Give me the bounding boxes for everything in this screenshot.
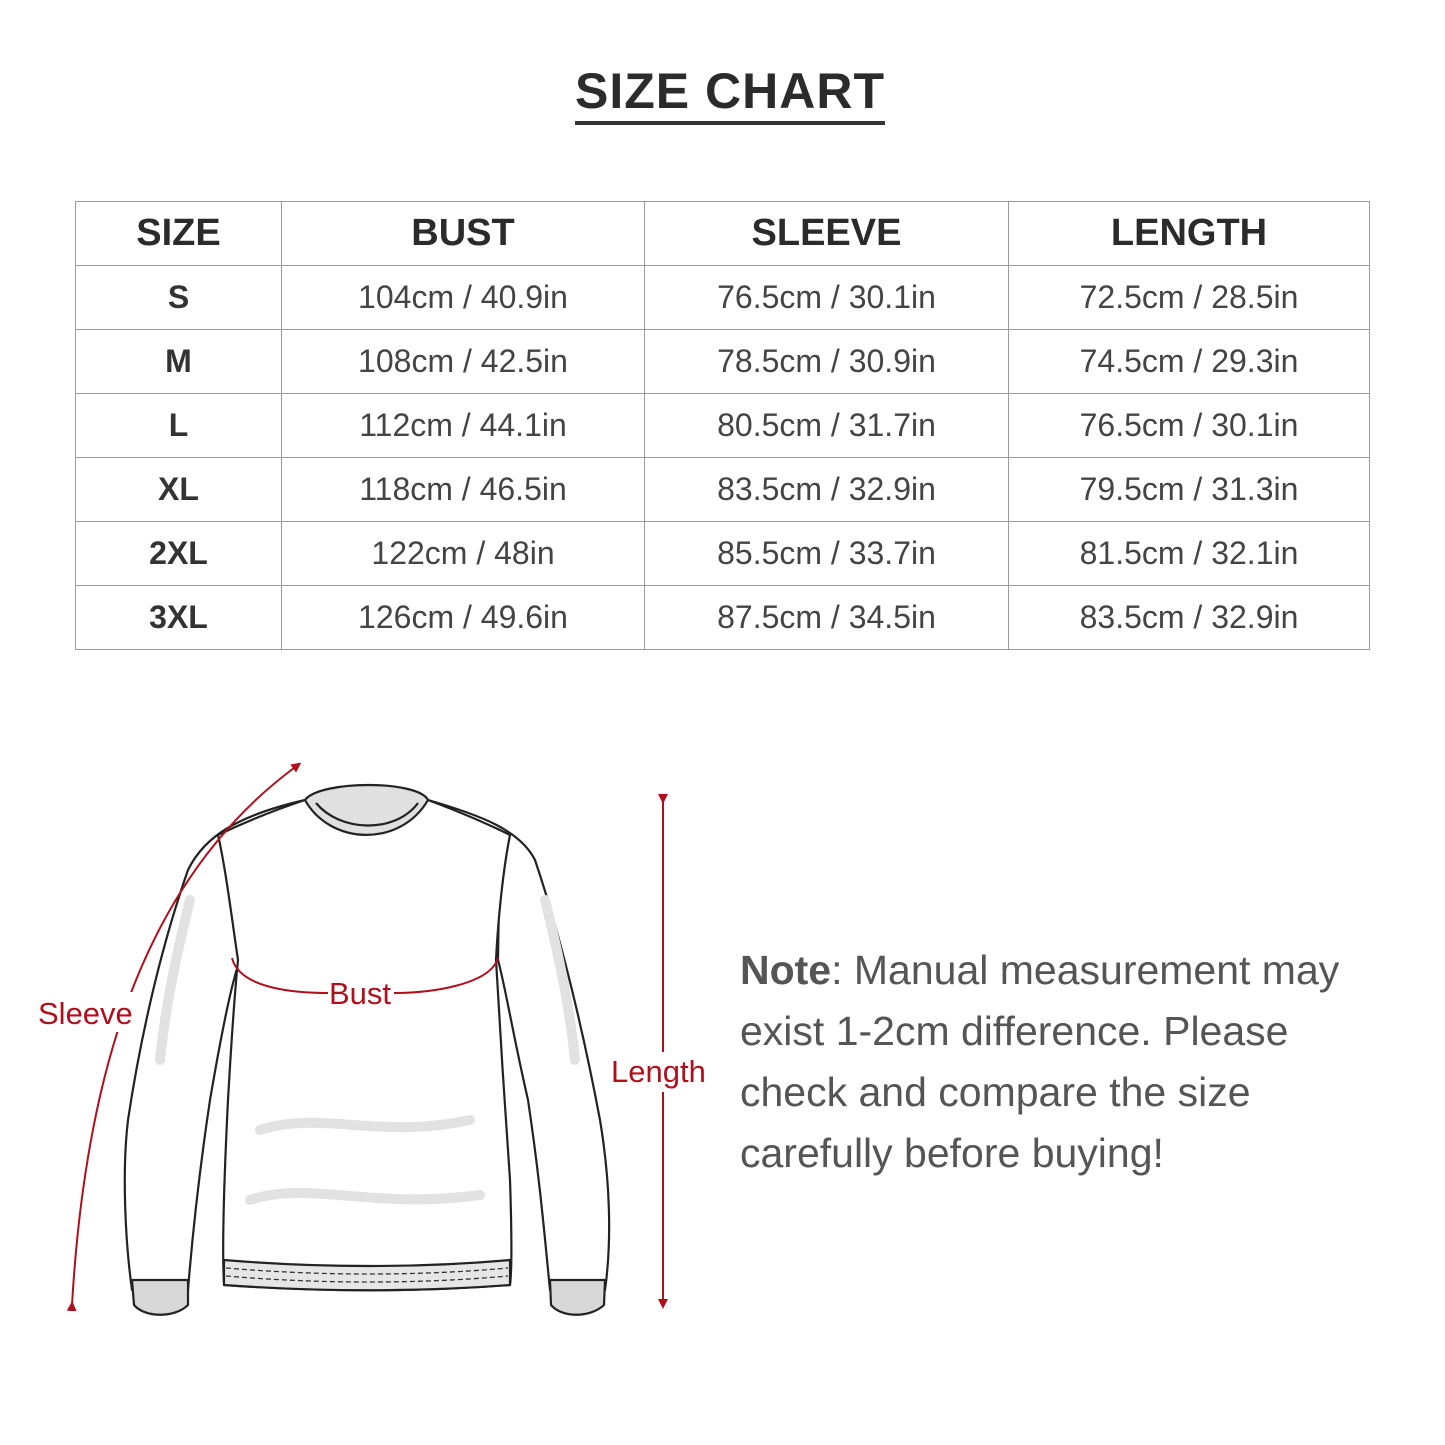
shirt-diagram	[0, 740, 760, 1340]
bust-cell: 104cm / 40.9in	[282, 266, 645, 330]
length-cell: 72.5cm / 28.5in	[1009, 266, 1370, 330]
table-row	[76, 586, 1370, 650]
size-cell: M	[76, 330, 282, 394]
table-row	[76, 394, 1370, 458]
sleeve-cell: 83.5cm / 32.9in	[645, 458, 1009, 522]
length-label: Length	[611, 1054, 706, 1089]
size-cell: XL	[76, 458, 282, 522]
page-title-text: SIZE CHART	[575, 63, 885, 125]
table-row	[76, 522, 1370, 586]
sleeve-cell: 80.5cm / 31.7in	[645, 394, 1009, 458]
sleeve-cell: 87.5cm / 34.5in	[645, 586, 1009, 650]
size-cell: 3XL	[76, 586, 282, 650]
sleeve-cell: 78.5cm / 30.9in	[645, 330, 1009, 394]
size-table	[75, 201, 1370, 650]
table-row	[76, 458, 1370, 522]
table-row	[76, 266, 1370, 330]
bust-cell: 108cm / 42.5in	[282, 330, 645, 394]
table-header-row	[76, 202, 1370, 266]
note-text	[740, 940, 1400, 1184]
length-cell: 83.5cm / 32.9in	[1009, 586, 1370, 650]
note-bold: Note	[740, 947, 832, 993]
page-title	[0, 62, 1445, 120]
sweater-icon	[125, 785, 609, 1315]
length-cell: 74.5cm / 29.3in	[1009, 330, 1370, 394]
length-cell: 76.5cm / 30.1in	[1009, 394, 1370, 458]
bust-cell: 118cm / 46.5in	[282, 458, 645, 522]
size-cell: S	[76, 266, 282, 330]
size-cell: 2XL	[76, 522, 282, 586]
length-cell: 81.5cm / 32.1in	[1009, 522, 1370, 586]
size-cell: L	[76, 394, 282, 458]
sleeve-cell: 76.5cm / 30.1in	[645, 266, 1009, 330]
table-row	[76, 330, 1370, 394]
length-cell: 79.5cm / 31.3in	[1009, 458, 1370, 522]
bust-cell: 112cm / 44.1in	[282, 394, 645, 458]
sleeve-cell: 85.5cm / 33.7in	[645, 522, 1009, 586]
note-body: : Manual measurement may exist 1-2cm difference. Please check and compare the size carefully before buying!	[740, 947, 1340, 1176]
header-length: LENGTH	[1009, 202, 1370, 266]
header-bust: BUST	[282, 202, 645, 266]
bust-cell: 126cm / 49.6in	[282, 586, 645, 650]
header-sleeve: SLEEVE	[645, 202, 1009, 266]
header-size: SIZE	[76, 202, 282, 266]
bust-label: Bust	[329, 976, 392, 1011]
sleeve-label: Sleeve	[38, 996, 133, 1031]
bust-cell: 122cm / 48in	[282, 522, 645, 586]
